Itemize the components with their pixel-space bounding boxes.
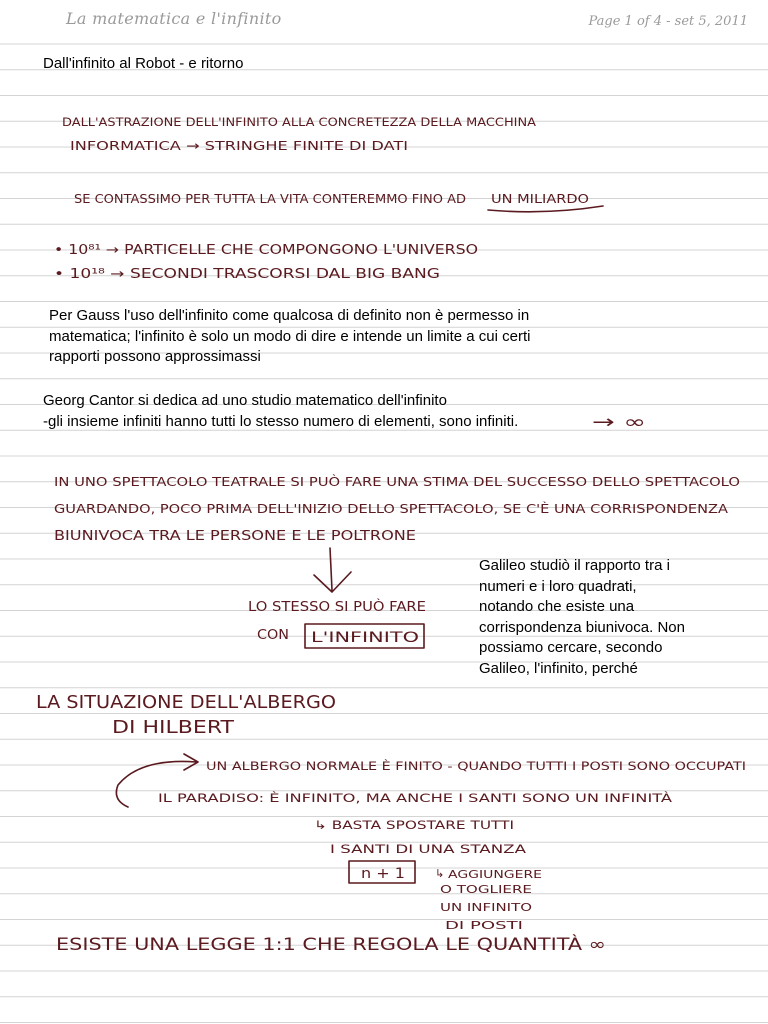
hw-same-line: LO STESSO SI PUÒ FARE	[248, 600, 405, 615]
infinity-arrow: → ∞	[592, 412, 646, 433]
hw-add-line-3: UN INFINITO	[440, 901, 533, 914]
galileo-line: notando che esiste una	[479, 598, 635, 615]
hw-shift-line-2: I SANTI DI UNA STANZA	[330, 842, 527, 856]
hw-infinity-word: L'INFINITO	[311, 630, 419, 646]
hw-n-plus-one: n + 1	[361, 866, 405, 882]
galileo-line: numeri e i loro quadrati,	[479, 577, 637, 595]
cantor-line: Georg Cantor si dedica ad uno studio matematico dell'infinito	[43, 392, 447, 409]
hw-normal-hotel-line: UN ALBERGO NORMALE È FINITO - QUANDO TUTTI I POSTI SONO OCCUPATI	[206, 759, 638, 773]
gauss-line: Per Gauss l'uso dell'infinito come qualcosa di definito non è permesso in	[49, 307, 530, 324]
galileo-line: Galileo studiò il rapporto tra i	[479, 557, 670, 574]
down-arrow	[314, 548, 351, 592]
hw-billion-text: UN MILIARDO	[491, 191, 590, 206]
cantor-line: -gli insieme infiniti hanno tutti lo stesso numero di elementi, sono infiniti.	[43, 412, 519, 430]
hw-seconds-bullet: • 10¹⁸ → SECONDI TRASCORSI DAL BIG BANG	[54, 267, 440, 282]
hw-abstraction-line: DALL'ASTRAZIONE DELL'INFINITO ALLA CONCRETEZZA DELLA MACCHINA	[62, 115, 537, 129]
gauss-line: matematica; l'infinito è solo un modo di dire e intende un limite a cui certi	[49, 327, 531, 345]
galileo-line: possiamo cercare, secondo	[479, 639, 663, 656]
hw-paradise-line: IL PARADISO: È INFINITO, MA ANCHE I SANTI SONO UN INFINITÀ	[158, 791, 523, 805]
hw-add-line-1: AGGIUNGERE	[448, 868, 543, 881]
hw-law-line: ESISTE UNA LEGGE 1:1 CHE REGOLA LE QUANTITÀ ∞	[56, 935, 506, 955]
hw-with-text: CON	[257, 628, 289, 643]
page-info: Page 1 of 4 - set 5, 2011	[588, 14, 748, 29]
hw-theatre-line-3: BIUNIVOCA TRA LE PERSONE E LE POLTRONE	[54, 529, 416, 544]
underline-mark	[488, 206, 603, 212]
hw-shift-line-1: ↳ BASTA SPOSTARE TUTTI	[314, 818, 514, 832]
hw-hilbert-title: LA SITUAZIONE DELL'ALBERGO	[36, 692, 336, 713]
hw-strings-line: INFORMATICA → STRINGHE FINITE DI DATI	[70, 138, 408, 153]
galileo-line: corrispondenza biunivoca. Non	[479, 618, 685, 636]
galileo-line: Galileo, l'infinito, perché	[479, 659, 638, 677]
hw-arrow-mark: ↳	[435, 867, 445, 880]
gauss-line: rapporti possono approssimassi	[49, 348, 261, 365]
hw-add-line-2: O TOGLIERE	[440, 883, 533, 896]
note-heading-text: Dall'infinito al Robot - e ritorno	[43, 55, 244, 72]
hw-count-line: SE CONTASSIMO PER TUTTA LA VITA CONTEREMMO FINO AD	[74, 191, 467, 206]
hw-add-line-4: DI POSTI	[445, 919, 523, 932]
hw-theatre-line-2: GUARDANDO, POCO PRIMA DELL'INIZIO DELLO SPETTACOLO, SE C'È UNA CORRISPONDENZA	[54, 501, 729, 516]
hw-theatre-line-1: IN UNO SPETTACOLO TEATRALE SI PUÒ FARE UNA STIMA DEL SUCCESSO DELLO SPETTACOLO	[54, 475, 613, 489]
hw-hilbert-subtitle: DI HILBERT	[112, 717, 236, 738]
document-title: La matematica e l'infinito	[66, 9, 282, 28]
hw-particles-bullet: • 10⁸¹ → PARTICELLE CHE COMPONGONO L'UNIVERSO	[54, 243, 478, 258]
